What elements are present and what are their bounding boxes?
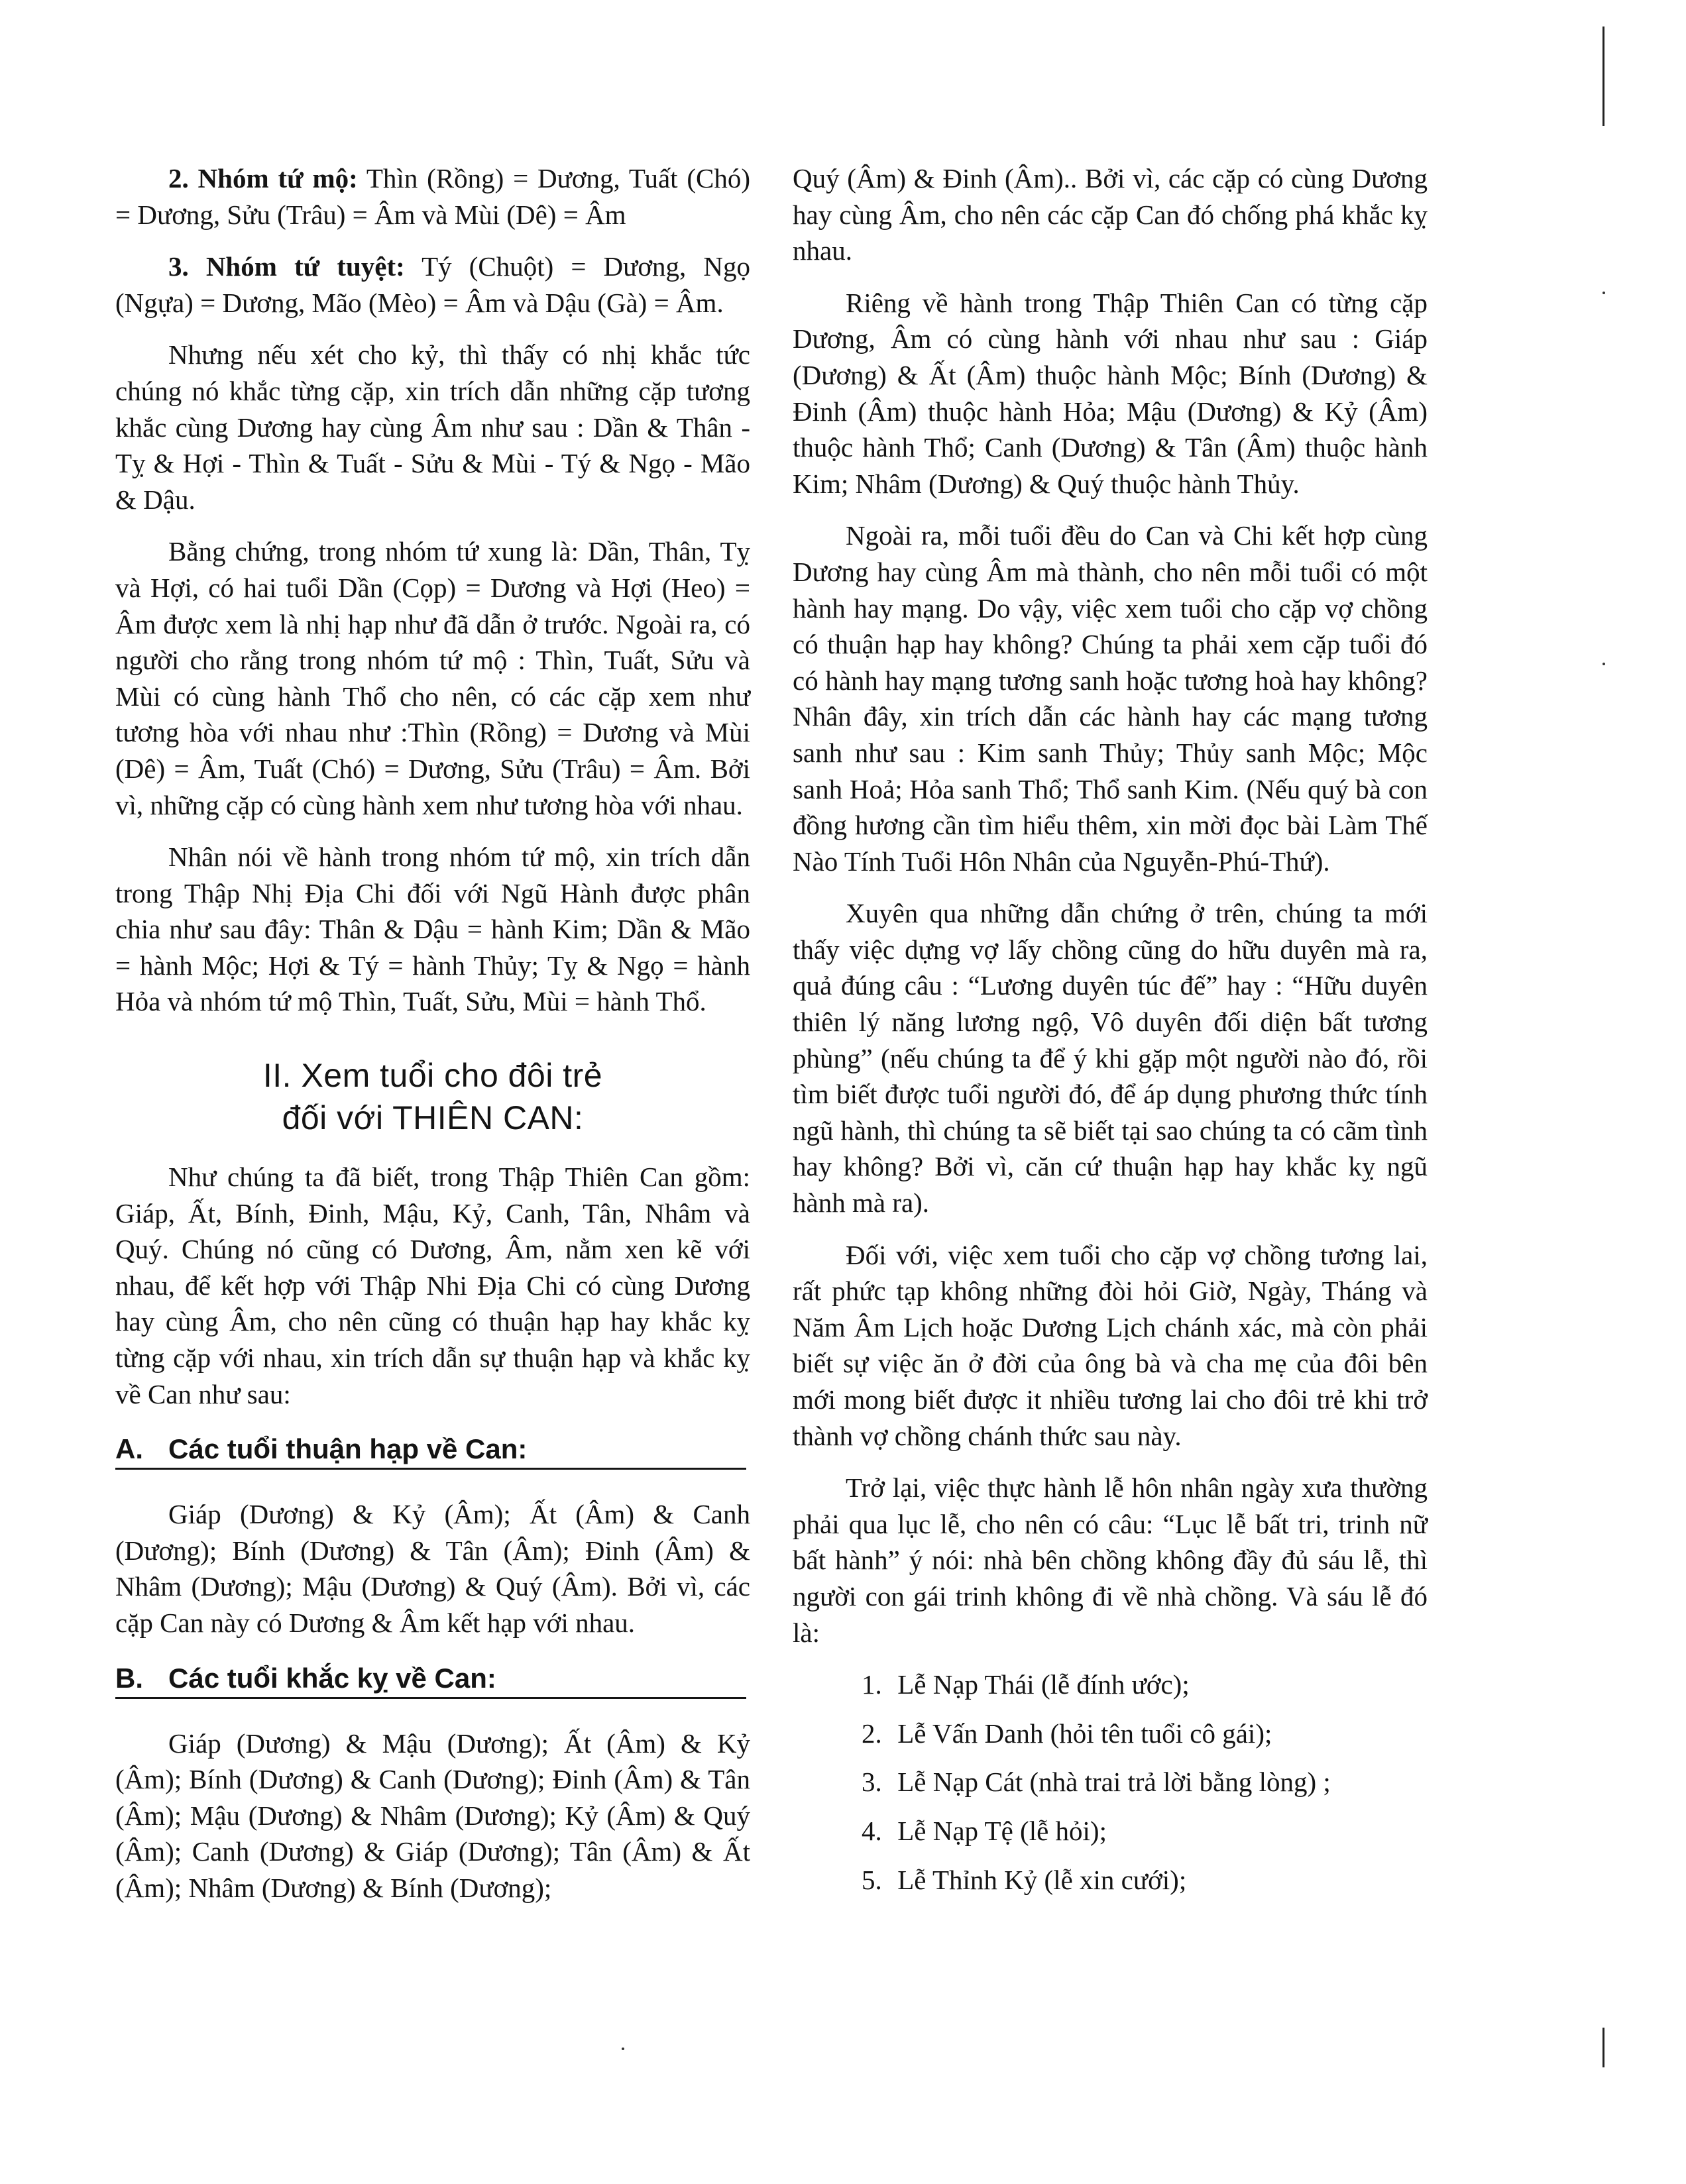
list-item [862,1862,1428,1898]
paragraph-nhi-khac: Nhưng nếu xét cho kỷ, thì thấy có nhị khắc tức chúng nó khắc từng cặp, xin trích dẫn những cặp tương khắc cùng Dương hay cùng Âm như sau : Dần & Thân - Tỵ & Hợi - Thìn & Tuất - Sửu & Mùi - Tý & Ngọ - Mão & Dậu. [115,339,750,515]
section-heading [115,1054,750,1139]
list-item [862,1813,1428,1849]
scan-speck [1602,663,1605,665]
list-item [862,1764,1428,1800]
list-item-text: Lễ Thỉnh Kỷ (lễ xin cưới); [897,1864,1187,1895]
list-item-text: Lễ Nạp Thái (lễ đính ước); [897,1669,1190,1700]
paragraph-tro-lai: Trở lại, việc thực hành lễ hôn nhân ngày xưa thường phải qua lục lễ, cho nên có câu: “Lục lễ bất tri, trinh nữ bất hành” ý nói: nhà bên chồng không đầy đủ sáu lễ, thì người con gái trinh không đi về nhà chồng. Và sáu lễ đó là: [793,1472,1428,1648]
group-tu-mo-text: Thìn (Rồng) = Dương, Tuất (Chó) = Dương, Sửu (Trâu) = Âm và Mùi (Dê) = Âm [115,163,750,230]
six-rites-list [793,1666,1428,1898]
list-item-number: 2. [862,1718,882,1749]
subheading-a-letter: A. [115,1433,143,1465]
section-heading-line2: đối với THIÊN CAN: [282,1099,584,1137]
paragraph-bang-chung: Bằng chứng, trong nhóm tứ xung là: Dần, Thân, Tỵ và Hợi, có hai tuổi Dần (Cọp) = Dương và Hợi (Heo) = Âm được xem là nhị hạp như đã dẫn ở trước. Ngoài ra, có người cho rằng trong nhóm tứ mộ : Thìn, Tuất, Sửu và Mùi có cùng hành Thổ cho nên, có các cặp xem như tương hòa với nhau như :Thìn (Rồng) = Dương và Mùi (Dê) = Âm, Tuất (Chó) = Dương, Sửu (Trâu) = Âm. Bởi vì, những cặp có cùng hành xem như tương hòa với nhau. [115,536,750,820]
right-column [793,160,1428,1910]
scan-margin-line [1602,27,1604,126]
subheading-a-text: Các tuổi thuận hạp về Can: [168,1433,528,1465]
list-item-text: Lễ Nạp Cát (nhà trai trả lời bằng lòng) ; [897,1767,1331,1798]
paragraph-thuan-hap: Giáp (Dương) & Kỷ (Âm); Ất (Âm) & Canh (Dương); Bính (Dương) & Tân (Âm); Đinh (Âm) & Nhâm (Dương); Mậu (Dương) & Quý (Âm). Bởi vì, các cặp Can này có Dương & Âm kết hạp với nhau. [115,1499,750,1638]
list-item-number: 3. [862,1767,882,1798]
subheading-b [115,1661,746,1699]
group-tu-tuyet-label: 3. Nhóm tứ tuyệt: [168,251,405,282]
list-item [862,1716,1428,1752]
subheading-b-text: Các tuổi khắc kỵ về Can: [168,1662,496,1694]
group-tu-tuyet-text: Tý (Chuột) = Dương, Ngọ (Ngựa) = Dương, Mão (Mèo) = Âm và Dậu (Gà) = Âm. [115,251,750,318]
scan-margin-line [1602,2028,1604,2067]
paragraph-nhu-chung-ta: Như chúng ta đã biết, trong Thập Thiên Can gồm: Giáp, Ất, Bính, Đinh, Mậu, Kỷ, Canh, Tân, Nhâm và Quý. Chúng nó cũng có Dương, Âm, nằm xen kẽ với nhau, để kết hợp với Thập Nhi Địa Chi có cùng Dương hay cùng Âm, cho nên cũng có thuận hạp hay khắc kỵ từng cặp với nhau, xin trích dẫn sự thuận hạp và khắc kỵ về Can như sau: [115,1162,750,1409]
paragraph-ngoai-ra: Ngoài ra, mỗi tuổi đều do Can và Chi kết hợp cùng Dương hay cùng Âm mà thành, cho nên mỗi tuổi có một hành hay mạng. Do vậy, việc xem tuổi cho cặp vợ chồng có thuận hạp hay không? Chúng ta phải xem cặp tuổi đó có hành hay mạng tương sanh hoặc tương hoà hay không? Nhân đây, xin trích dẫn các hành hay các mạng tương sanh như sau : Kim sanh Thủy; Thủy sanh Mộc; Mộc sanh Hoả; Hỏa sanh Thổ; Thổ sanh Kim. (Nếu quý bà con đồng hương cần tìm hiểu thêm, xin mời đọc bài Làm Thế Nào Tính Tuổi Hôn Nhân của Nguyễn-Phú-Thứ). [793,520,1428,877]
scan-speck [622,2048,624,2050]
paragraph-group-tu-mo [115,160,750,233]
scan-speck [1602,292,1605,294]
list-item-number: 1. [862,1669,882,1700]
paragraph-doi-voi: Đối với, việc xem tuổi cho cặp vợ chồng tương lai, rất phức tạp không những đòi hỏi Giờ, Ngày, Tháng và Năm Âm Lịch hoặc Dương Lịch chánh xác, mà còn phải biết sự việc ăn ở đời của ông bà và cha mẹ của đôi bên mới mong biết được it nhiều tương lai cho đôi trẻ khi trở thành vợ chồng chánh thức sau này. [793,1239,1428,1451]
paragraph-quy-dinh: Quý (Âm) & Đinh (Âm).. Bởi vì, các cặp có cùng Dương hay cùng Âm, cho nên các cặp Can đó chống phá khắc kỵ nhau. [793,163,1428,266]
subheading-b-letter: B. [115,1662,143,1694]
paragraph-group-tu-tuyet [115,248,750,321]
list-item [862,1666,1428,1703]
section-heading-line1: II. Xem tuổi cho đôi trẻ [262,1057,603,1095]
left-column [115,160,750,1922]
paragraph-xuyen-qua: Xuyên qua những dẫn chứng ở trên, chúng ta mới thấy việc dựng vợ lấy chồng cũng do hữu duyên mà ra, quả đúng câu : “Lương duyên túc đế” hay : “Hữu duyên thiên lý năng lương ngộ, Vô duyên đối diện bất tương phùng” (nếu chúng ta để ý khi gặp một người nào đó, rồi tìm biết được tuổi người đó, để áp dụng phương thức tính ngũ hành, thì chúng ta sẽ biết tại sao chúng ta có cãm tình hay không? Bởi vì, căn cứ thuận hạp hay khắc kỵ ngũ hành mà ra). [793,898,1428,1219]
list-item-number: 5. [862,1864,882,1895]
paragraph-khac-ky: Giáp (Dương) & Mậu (Dương); Ất (Âm) & Kỷ (Âm); Bính (Dương) & Canh (Dương); Đinh (Âm) & Tân (Âm); Mậu (Dương) & Nhâm (Dương); Kỷ (Âm) & Quý (Âm); Canh (Dương) & Giáp (Dương); Tân (Âm) & Ất (Âm); Nhâm (Dương) & Bính (Dương); [115,1727,750,1903]
list-item-number: 4. [862,1815,882,1846]
subheading-a [115,1432,746,1470]
list-item-text: Lễ Vấn Danh (hỏi tên tuổi cô gái); [897,1718,1272,1749]
paragraph-rieng-ve-hanh: Riêng về hành trong Thập Thiên Can có từng cặp Dương, Âm có cùng hành với nhau như sau : Giáp (Dương) & Ất (Âm) thuộc hành Mộc; Bính (Dương) & Đinh (Âm) thuộc hành Hỏa; Mậu (Dương) & Kỷ (Âm) thuộc hành Thổ; Canh (Dương) & Tân (Âm) thuộc hành Kim; Nhâm (Dương) & Quý thuộc hành Thủy. [793,287,1428,499]
paragraph-nhan-noi: Nhân nói về hành trong nhóm tứ mộ, xin trích dẫn trong Thập Nhị Địa Chi đối với Ngũ Hành được phân chia như sau đây: Thân & Dậu = hành Kim; Dần & Mão = hành Mộc; Hợi & Tý = hành Thủy; Tỵ & Ngọ = hành Hỏa và nhóm tứ mộ Thìn, Tuất, Sửu, Mùi = hành Thổ. [115,842,750,1017]
list-item-text: Lễ Nạp Tệ (lễ hỏi); [897,1815,1107,1846]
group-tu-mo-label: 2. Nhóm tứ mộ: [168,163,358,193]
